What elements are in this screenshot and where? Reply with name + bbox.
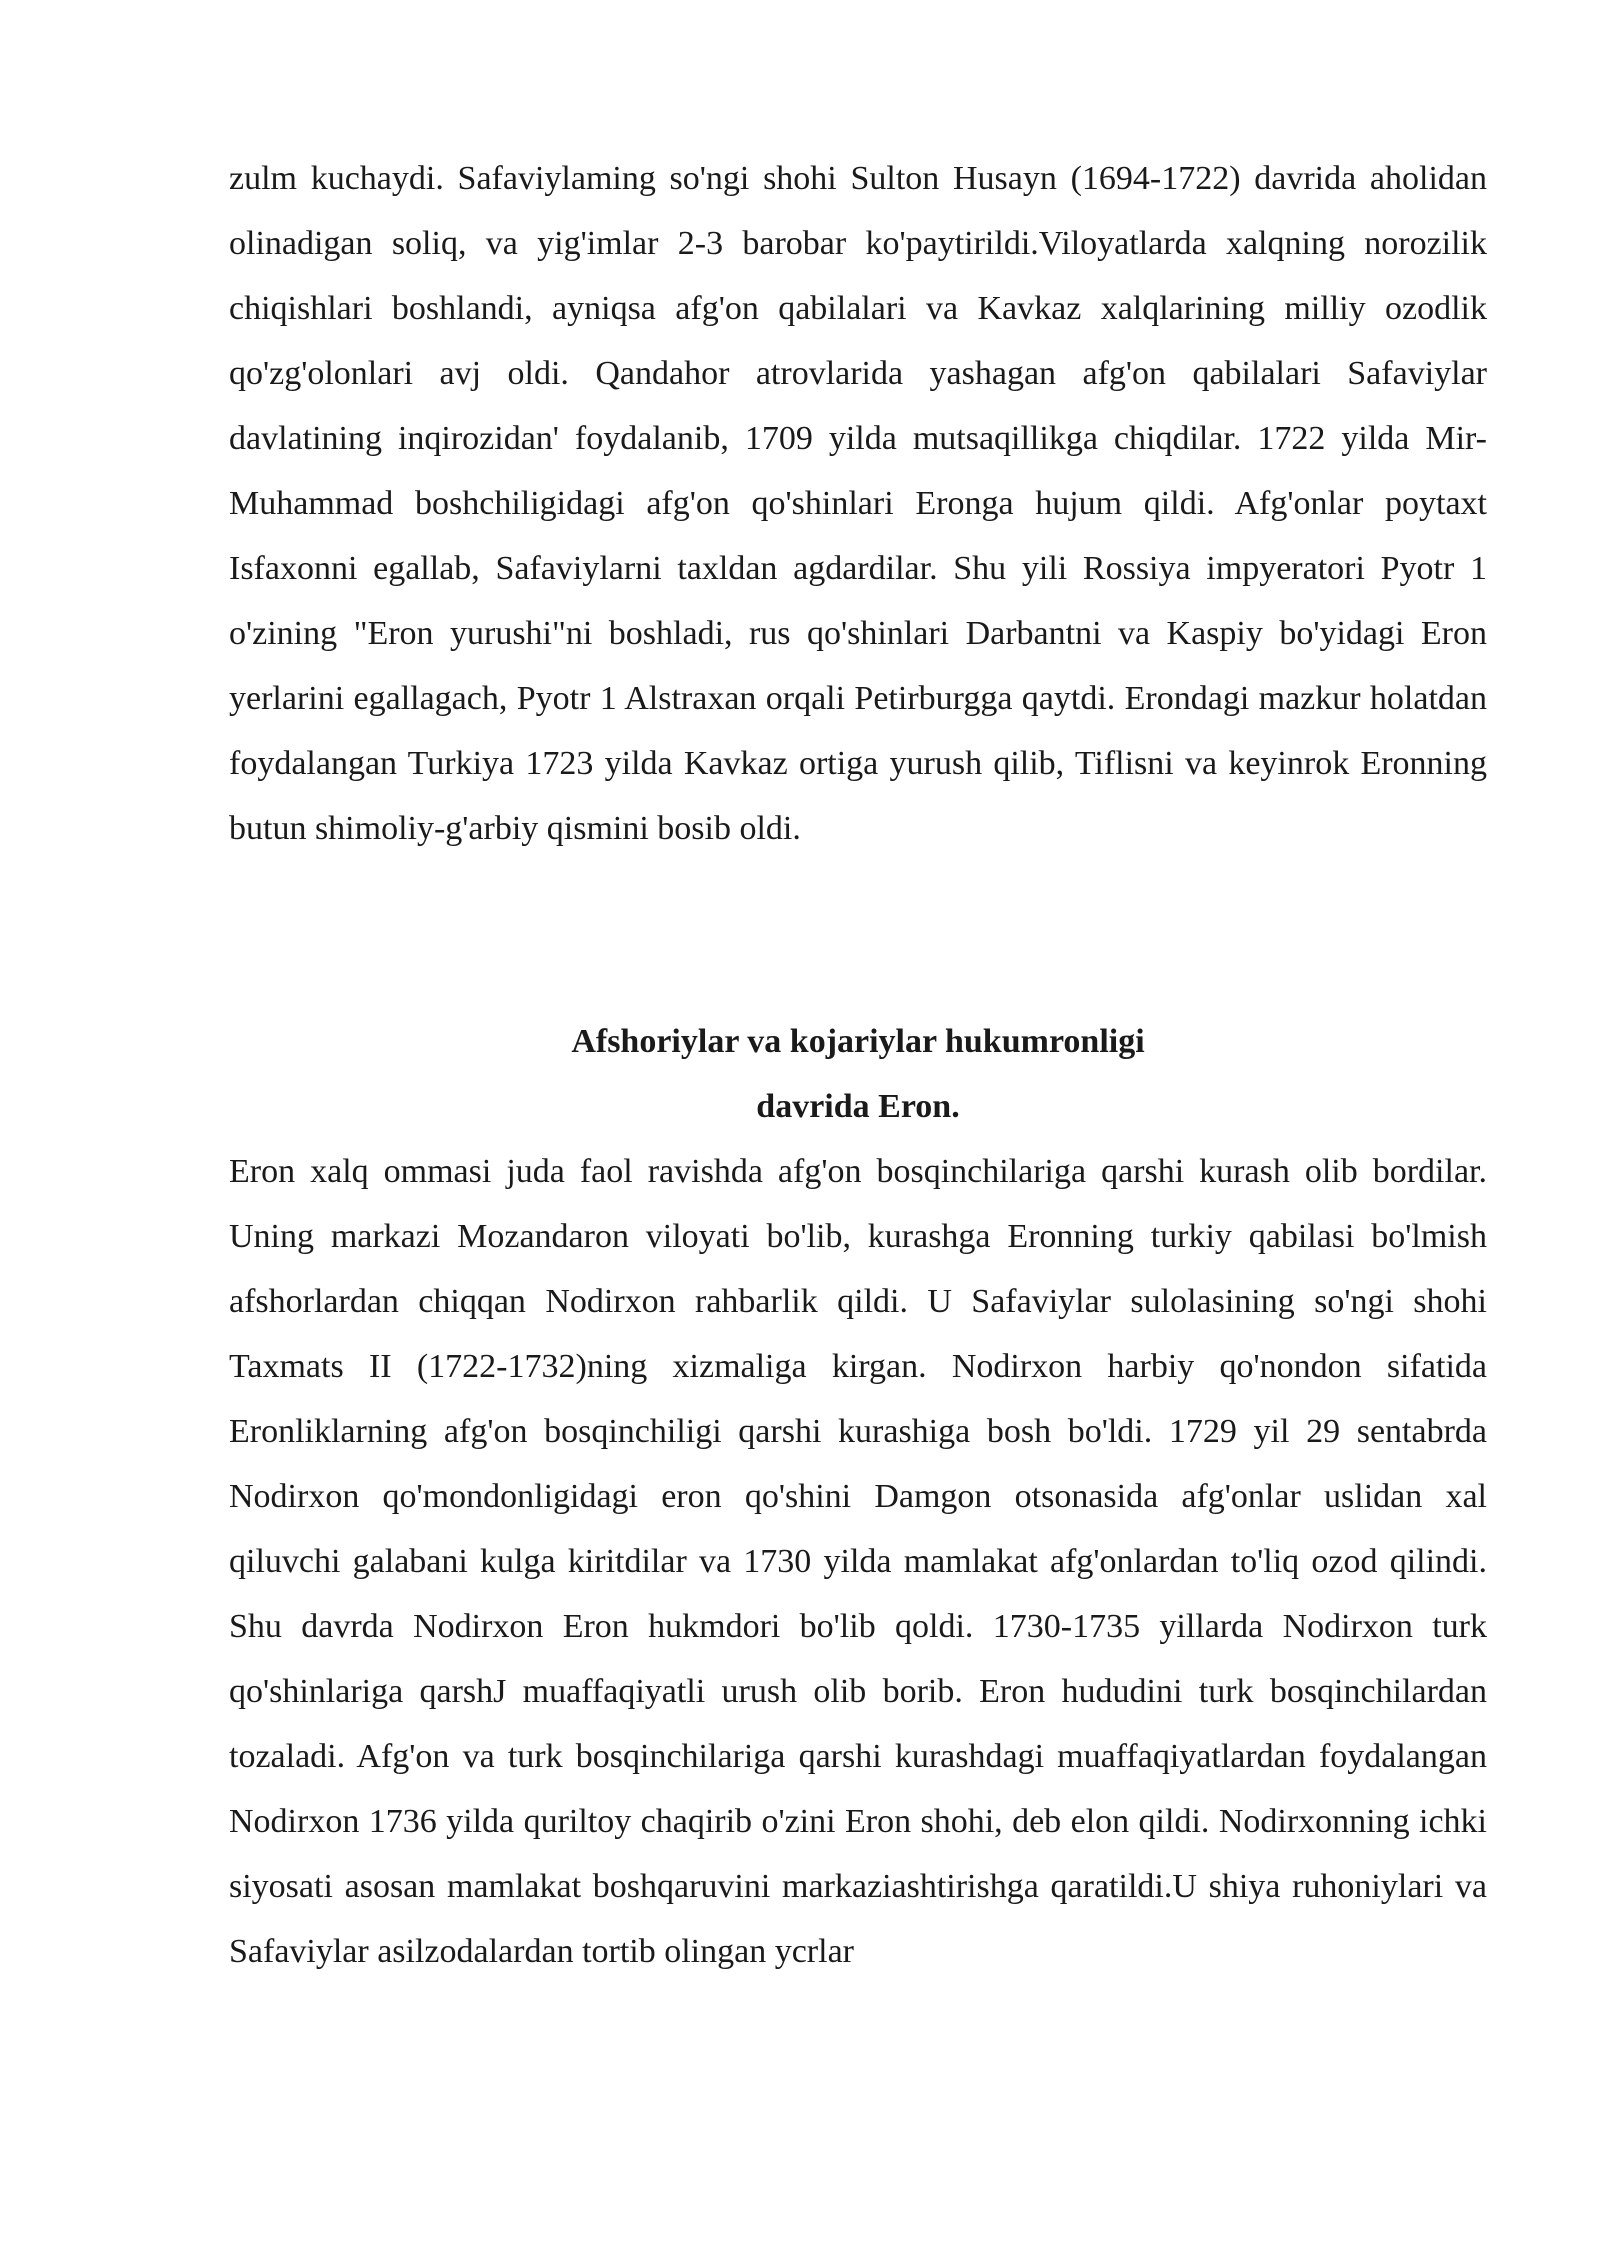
- body-paragraph-2: Eron xalq ommasi juda faol ravishda afg'on bosqinchilariga qarshi kurash olib bordilar. Uning markazi Mozandaron viloyati bo'lib, kurashga Eronning turkiy qabilasi bo'lmish afshorlardan chiqqan Nodirxon rahbarlik qildi. U Safaviylar sulolasining so'ngi shohi Taxmats II (1722-1732)ning xizmaliga kirgan. Nodirxon harbiy qo'nondon sifatida Eronliklarning afg'on bosqinchiligi qarshi kurashiga bosh bo'ldi. 1729 yil 29 sentabrda Nodirxon qo'mondonligidagi eron qo'shini Damgon otsonasida afg'onlar uslidan xal qiluvchi galabani kulga kiritdilar va 1730 yilda mamlakat afg'onlardan to'liq ozod qilindi. Shu davrda Nodirxon Eron hukmdori bo'lib qoldi. 1730-1735 yillarda Nodirxon turk qo'shinlariga qarshJ muaffaqiyatli urush olib borib. Eron hududini turk bosqinchilardan tozaladi. Afg'on va turk bosqinchilariga qarshi kurashdagi muaffaqiyatlardan foydalangan Nodirxon 1736 yilda quriltoy chaqirib o'zini Eron shohi, deb elon qildi. Nodirxonning ichki siyosati asosan mamlakat boshqaruvini markaziashtirishga qaratildi.U shiya ruhoniylari va Safaviylar asilzodalardan tortib olingan ycrlar: [229, 1153, 1487, 1970]
- body-paragraph-1: zulm kuchaydi. Safaviylaming so'ngi shohi Sulton Husayn (1694-1722) davrida aholidan olinadigan soliq, va yig'imlar 2-3 barobar ko'paytirildi.Viloyatlarda xalqning norozilik chiqishlari boshlandi, ayniqsa afg'on qabilalari va Kavkaz xalqlarining milliy ozodlik qo'zg'olonlari avj oldi. Qandahor atrovlarida yashagan afg'on qabilalari Safaviylar davlatining inqirozidan' foydalanib, 1709 yilda mutsaqillikga chiqdilar. 1722 yilda Mir-Muhammad boshchiligidagi afg'on qo'shinlari Eronga hujum qildi. Afg'onlar poytaxt Isfaxonni egallab, Safaviylarni taxldan agdardilar. Shu yili Rossiya impyeratori Pyotr 1 o'zining "Eron yurushi"ni boshladi, rus qo'shinlari Darbantni va Kaspiy bo'yidagi Eron yerlarini egallagach, Pyotr 1 Alstraxan orqali Petirburgga qaytdi. Erondagi mazkur holatdan foydalangan Turkiya 1723 yilda Kavkaz ortiga yurush qilib, Tiflisni va keyinrok Eronning butun shimoliy-g'arbiy qismini bosib oldi.: [229, 160, 1487, 847]
- section-heading-line-1: Afshoriylar va kojariylar hukumronligi: [571, 1023, 1145, 1060]
- section-heading-line-2: davrida Eron.: [756, 1088, 960, 1125]
- document-page: [229, 146, 1487, 1984]
- section-heading: [229, 1009, 1487, 1139]
